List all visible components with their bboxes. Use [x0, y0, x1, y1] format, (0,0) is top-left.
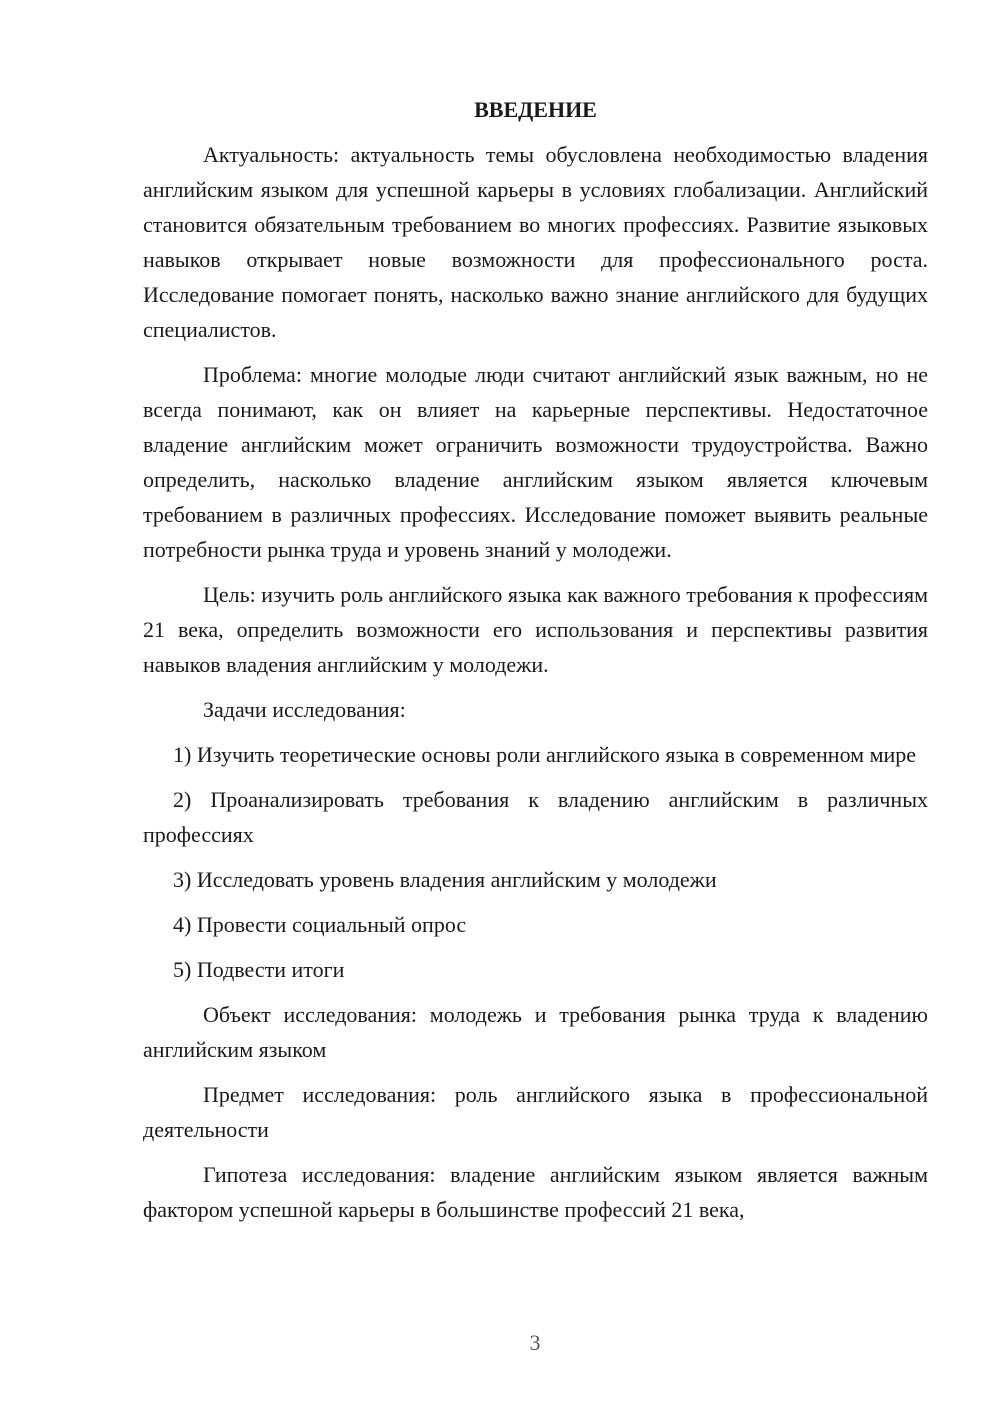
problem-paragraph: Проблема: многие молодые люди считают английский язык важным, но не всегда понимают, как он влияет на карьерные перспективы. Недостаточное владение английским может ограничить возможности трудоустройства. Важно определить, насколько владение английским языком является ключевым требованием в различных профессиях. Исследование поможет выявить реальные потребности рынка труда и уровень знаний у молодежи.: [143, 362, 928, 562]
relevance-paragraph: Актуальность: актуальность темы обусловлена необходимостью владения английским языком для успешной карьеры в условиях глобализации. Английский становится обязательным требованием во многих профессиях. Развитие языковых навыков открывает новые возможности для профессионального роста. Исследование помогает понять, насколько важно знание английского для будущих специалистов.: [143, 142, 928, 342]
page-number: 3: [529, 1330, 541, 1355]
subject-paragraph: Предмет исследования: роль английского языка в профессиональной деятельности: [143, 1082, 928, 1142]
task-item: 4) Провести социальный опрос: [173, 912, 467, 937]
tasks-heading: Задачи исследования:: [203, 697, 406, 722]
task-item: 5) Подвести итоги: [173, 957, 345, 982]
hypothesis-paragraph: Гипотеза исследования: владение английским языком является важным фактором успешной карьеры в большинстве профессий 21 века,: [143, 1162, 928, 1222]
object-paragraph: Объект исследования: молодежь и требования рынка труда к владению английским языком: [143, 1002, 928, 1062]
goal-paragraph: Цель: изучить роль английского языка как важного требования к профессиям 21 века, определить возможности его использования и перспективы развития навыков владения английским у молодежи.: [143, 582, 928, 677]
task-item: 1) Изучить теоретические основы роли английского языка в современном мире: [173, 742, 917, 767]
task-item: 3) Исследовать уровень владения английским у молодежи: [173, 867, 717, 892]
document-page: [143, 92, 928, 1227]
page-title: ВВЕДЕНИЕ: [474, 97, 597, 122]
task-item: 2) Проанализировать требования к владению английским в различных профессиях: [143, 787, 928, 847]
